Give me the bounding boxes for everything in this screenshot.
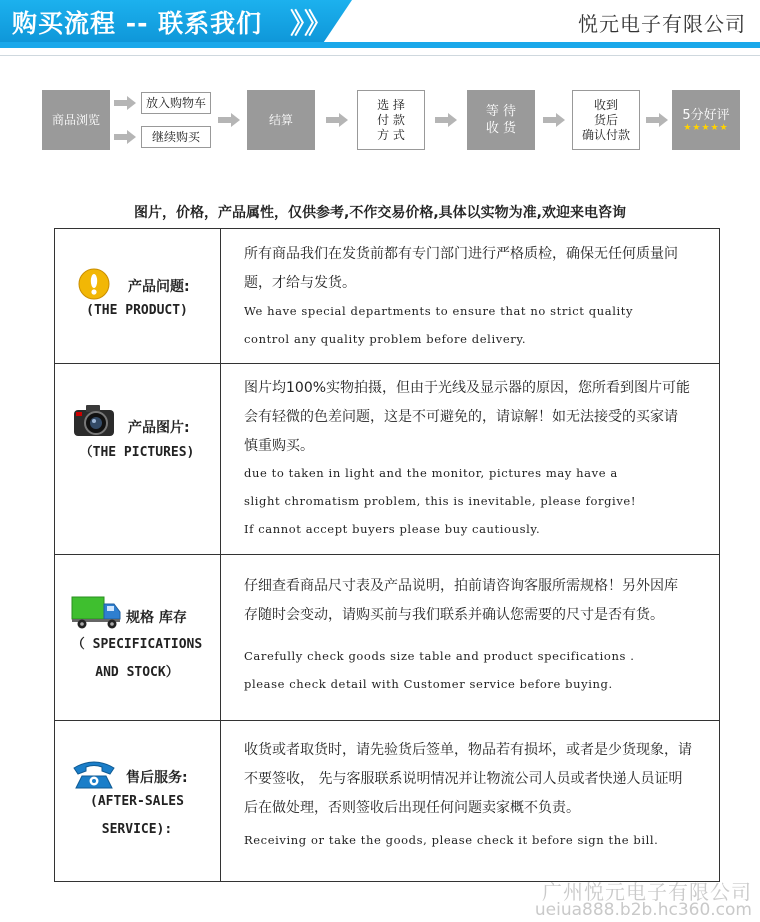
arrow-right-icon xyxy=(114,96,136,110)
header-thin-divider xyxy=(0,55,760,56)
watermark-url: ueiua888.b2b.hc360.com xyxy=(534,900,752,920)
arrow-right-icon xyxy=(326,113,348,127)
row-text-cn xyxy=(244,572,706,630)
flow-step-label: 确认付款 xyxy=(581,127,630,142)
header-divider xyxy=(0,42,760,48)
row-text-en xyxy=(244,297,714,353)
flow-step-label: 放入购物车 xyxy=(145,95,206,110)
text-line: 收货或者取货时，请先验货后签单，物品若有损坏，或者是少货现象，请 xyxy=(244,742,692,758)
text-line: 不要签收， 先与客服联系说明情况并让物流公司人员或者快递人员证明 xyxy=(244,771,683,787)
flow-step-browse xyxy=(42,90,110,150)
flow-step-confirm xyxy=(572,90,640,150)
row-label-cn: 产品图片: xyxy=(128,420,190,436)
text-line: We have special departments to ensure that no strict quality xyxy=(244,304,634,318)
text-line: 会有轻微的色差问题，这是不可避免的，请谅解！如无法接受的买家请 xyxy=(244,409,678,425)
double-chevron-icon: 》》 xyxy=(290,7,333,40)
row-label-cn: 售后服务: xyxy=(126,770,188,786)
delivery-truck-icon xyxy=(70,594,122,634)
flow-step-continue xyxy=(141,126,211,148)
flow-step-add-cart xyxy=(141,92,211,114)
company-name: 悦元电子有限公司 xyxy=(578,12,746,36)
row-label-en: SERVICE): xyxy=(101,822,173,837)
flow-step-payment xyxy=(357,90,425,150)
page-title: 购买流程 -- 联系我们 xyxy=(12,9,263,38)
row-text-cn xyxy=(244,736,706,823)
row-label-en: (AFTER-SALES xyxy=(90,794,184,809)
arrow-right-icon xyxy=(435,113,457,127)
row-label-en: （ SPECIFICATIONS xyxy=(71,637,203,652)
flow-step-label: 货后 xyxy=(593,112,618,127)
flow-step-label: 选 择 xyxy=(377,97,405,112)
row-text-en xyxy=(244,826,714,854)
text-line: Receiving or take the goods, please check it before sign the bill. xyxy=(244,833,659,847)
flow-step-label: 商品浏览 xyxy=(51,112,100,127)
flow-step-label: 5分好评 xyxy=(682,107,730,123)
row-text-cn xyxy=(244,240,706,298)
exclamation-icon xyxy=(78,268,110,304)
table-row-divider xyxy=(54,720,720,721)
row-text-cn xyxy=(244,374,706,461)
arrow-right-icon xyxy=(646,113,668,127)
text-line: 所有商品我们在发货前都有专门部门进行严格质检，确保无任何质量问 xyxy=(244,246,678,262)
text-line: slight chromatism problem, this is inevitable, please forgive! xyxy=(244,494,637,508)
star-rating-icon: ★★★★★ xyxy=(683,122,729,133)
watermark-company: 广州悦元电子有限公司 xyxy=(542,880,752,904)
row-label-en: (THE PRODUCT) xyxy=(86,303,188,318)
table-column-divider xyxy=(220,228,221,882)
text-line: 仔细查看商品尺寸表及产品说明，拍前请咨询客服所需规格！另外因库 xyxy=(244,578,678,594)
flow-step-label: 结算 xyxy=(268,112,293,127)
telephone-icon xyxy=(72,758,116,794)
text-line: please check detail with Customer service before buying. xyxy=(244,677,613,691)
flow-step-label: 收到 xyxy=(593,97,618,112)
text-line: 后在做处理，否则签收后出现任何问题卖家概不负责。 xyxy=(244,800,580,816)
arrow-right-icon xyxy=(114,130,136,144)
flow-step-label: 继续购买 xyxy=(151,129,200,144)
text-line: control any quality problem before delivery. xyxy=(244,332,527,346)
text-line: due to taken in light and the monitor, pictures may have a xyxy=(244,466,618,480)
flow-step-label: 收 货 xyxy=(485,121,517,136)
row-label-cn: 规格 库存 xyxy=(126,610,187,626)
flow-step-label: 方 式 xyxy=(377,127,405,142)
text-line: Carefully check goods size table and product specifications . xyxy=(244,649,635,663)
flow-step-label: 付 款 xyxy=(377,112,405,127)
camera-icon xyxy=(72,402,116,442)
arrow-right-icon xyxy=(218,113,240,127)
row-text-en xyxy=(244,459,714,543)
disclaimer-note: 图片，价格，产品属性，仅供参考,不作交易价格,具体以实物为准,欢迎来电咨询 xyxy=(134,205,626,221)
table-row-divider xyxy=(54,554,720,555)
flow-step-review xyxy=(672,90,740,150)
text-line: 慎重购买。 xyxy=(244,438,314,454)
text-line: 题，才给与发货。 xyxy=(244,275,356,291)
row-label-cn: 产品问题: xyxy=(128,279,190,295)
text-line: 存随时会变动，请购买前与我们联系并确认您需要的尺寸是否有货。 xyxy=(244,607,664,623)
flow-step-checkout xyxy=(247,90,315,150)
flow-step-wait xyxy=(467,90,535,150)
row-text-en xyxy=(244,642,714,698)
row-label-en: AND STOCK） xyxy=(95,665,179,680)
text-line: If cannot accept buyers please buy cautiously. xyxy=(244,522,541,536)
text-line: 图片均100%实物拍摄，但由于光线及显示器的原因，您所看到图片可能 xyxy=(244,380,691,396)
flow-step-label: 等 待 xyxy=(485,104,517,119)
table-row-divider xyxy=(54,363,720,364)
row-label-en: （THE PICTURES) xyxy=(79,445,195,460)
arrow-right-icon xyxy=(543,113,565,127)
